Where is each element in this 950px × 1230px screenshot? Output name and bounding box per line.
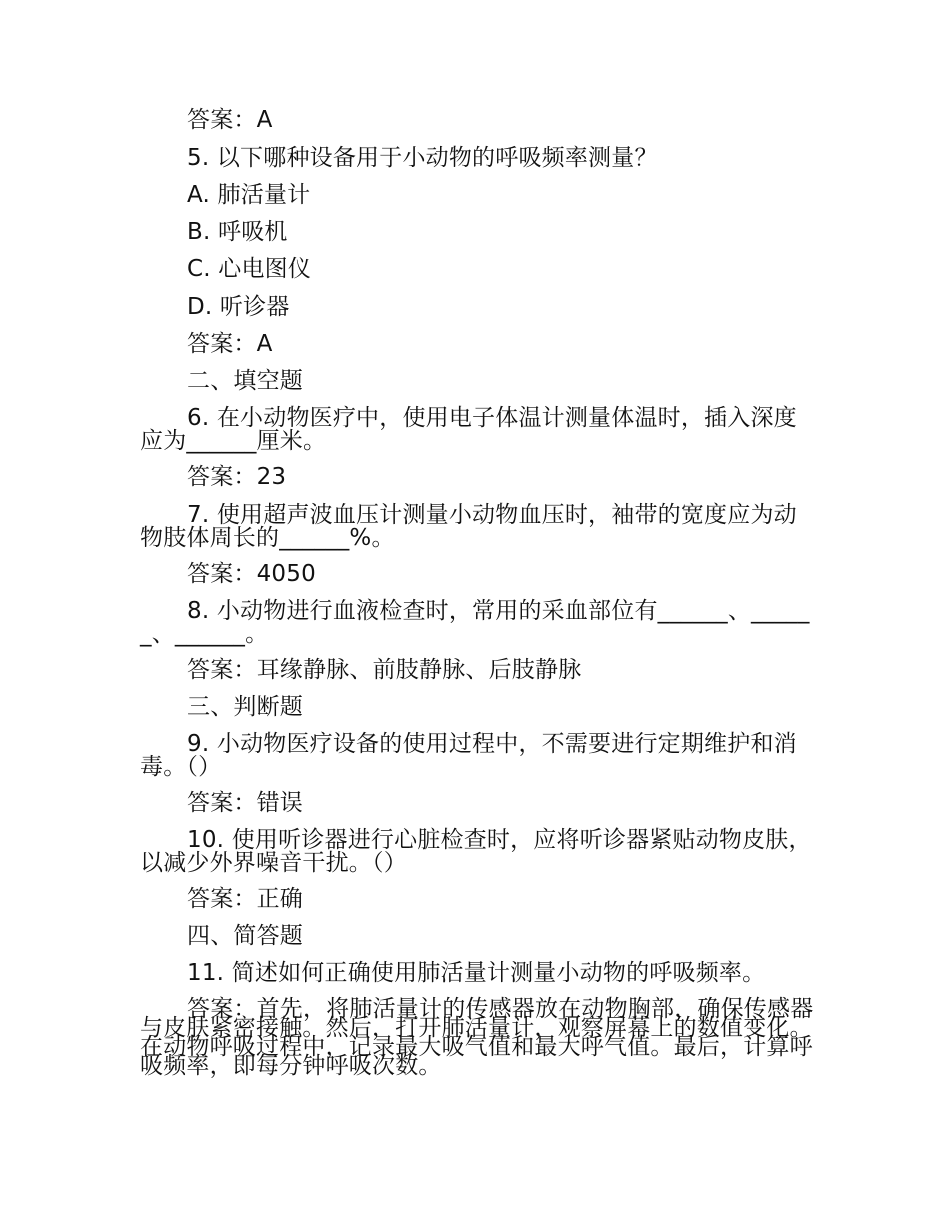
question-9: 9. 小动物医疗设备的使用过程中，不需要进行定期维护和消毒。（） bbox=[140, 731, 797, 780]
question-6: 6. 在小动物医疗中，使用电子体温计测量体温时，插入深度应为______厘米。 bbox=[140, 405, 797, 454]
answer-6: 答案：23 bbox=[187, 464, 287, 490]
answer-4: 答案：A bbox=[187, 107, 273, 133]
answer-9: 答案：错误 bbox=[187, 790, 303, 816]
answer-5: 答案：A bbox=[187, 331, 273, 357]
question-11: 11. 简述如何正确使用肺活量计测量小动物的呼吸频率。 bbox=[187, 960, 766, 986]
question-5-option-c: C. 心电图仪 bbox=[187, 256, 312, 282]
question-7: 7. 使用超声波血压计测量小动物血压时，袖带的宽度应为动物肢体周长的______%。 bbox=[140, 502, 797, 551]
question-10: 10. 使用听诊器进行心脏检查时，应将听诊器紧贴动物皮肤，以减少外界噪音干扰。（） bbox=[140, 827, 812, 876]
section-heading-true-false: 三、判断题 bbox=[187, 694, 303, 720]
question-8: 8. 小动物进行血液检查时，常用的采血部位有______、______、______。 bbox=[140, 598, 810, 647]
answer-10: 答案：正确 bbox=[187, 886, 303, 912]
question-5-option-a: A. 肺活量计 bbox=[187, 182, 311, 208]
question-5-option-d: D. 听诊器 bbox=[187, 294, 290, 320]
section-heading-fill-blank: 二、填空题 bbox=[187, 368, 303, 394]
section-heading-short-answer: 四、简答题 bbox=[187, 923, 303, 949]
answer-7: 答案：4050 bbox=[187, 561, 316, 587]
question-5: 5. 以下哪种设备用于小动物的呼吸频率测量？ bbox=[187, 145, 658, 171]
question-5-option-b: B. 呼吸机 bbox=[187, 219, 288, 245]
answer-8: 答案：耳缘静脉、前肢静脉、后肢静脉 bbox=[187, 657, 582, 683]
answer-11: 答案：首先，将肺活量计的传感器放在动物胸部，确保传感器与皮肤紧密接触。然后，打开肺活量计，观察屏幕上的数值变化。在动物呼吸过程中，记录最大吸气值和最大呼气值。最后，计算呼吸频率，即每分钟呼吸次数。 bbox=[140, 996, 814, 1079]
